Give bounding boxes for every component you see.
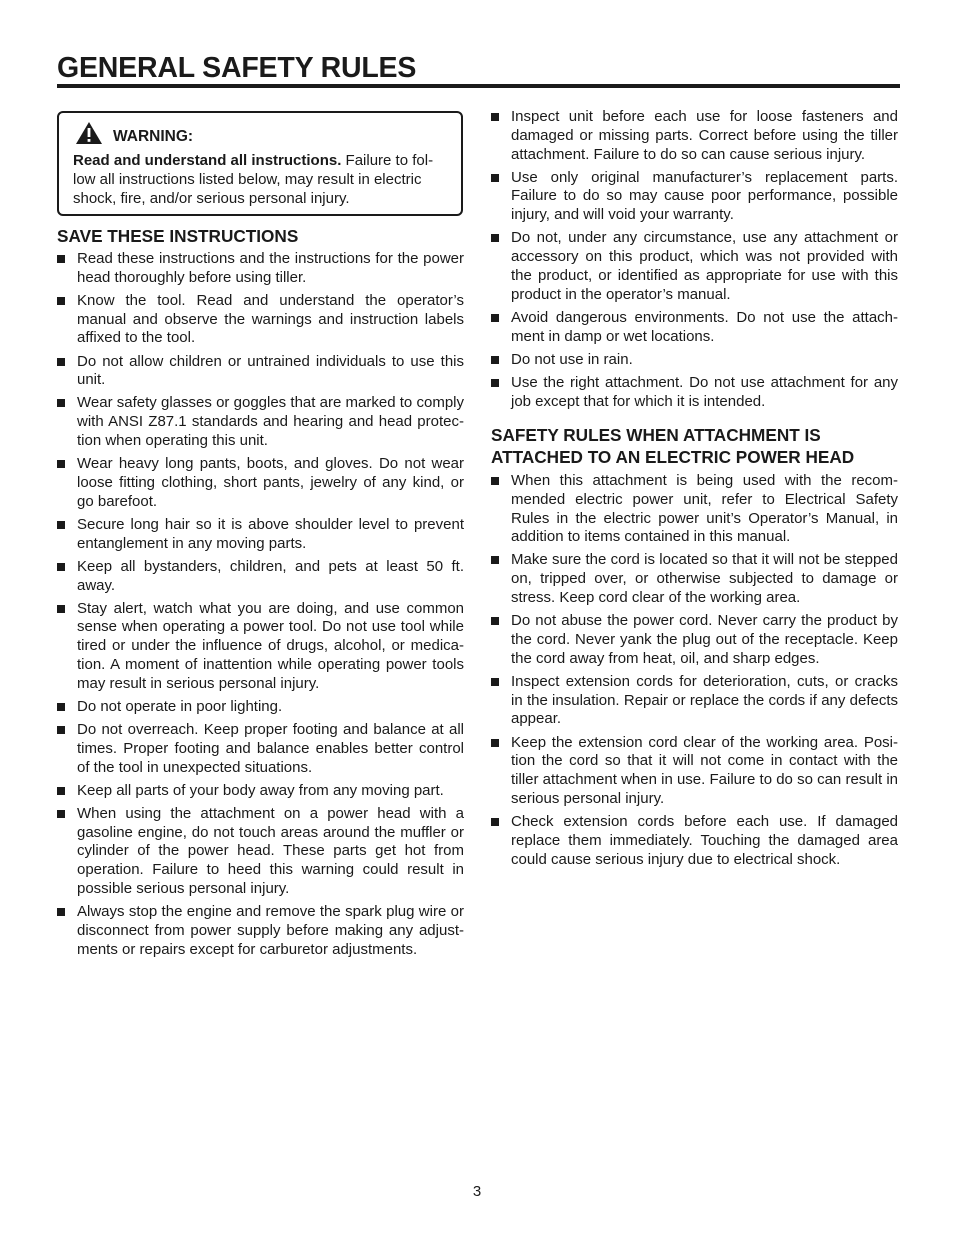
general-rules-list xyxy=(491,108,898,416)
list-item xyxy=(491,673,898,729)
list-item xyxy=(57,558,464,596)
list-item-text: Inspect unit before each use for loose fasteners and damaged or missing parts. Correct before using the tiller attachment. Failure to do so can cause serious injury. xyxy=(511,108,898,163)
list-item-text: Do not, under any circumstance, use any attachment or accessory on this product, which was not provided with the product, or identified as appropriate for use with this product in the operator’s manual. xyxy=(511,229,898,303)
square-bullet-icon xyxy=(57,810,65,818)
square-bullet-icon xyxy=(57,297,65,305)
list-item xyxy=(491,374,898,412)
square-bullet-icon xyxy=(57,399,65,407)
page-title: GENERAL SAFETY RULES xyxy=(57,52,417,84)
square-bullet-icon xyxy=(57,460,65,468)
list-item xyxy=(491,169,898,225)
list-item-text: When this attachment is being used with the recom- mended electric power unit, refer to Electrical Safety Rules in the electric power unit’s Operator’s Manual, in addition to items contained in this manual. xyxy=(511,472,898,546)
list-item-text: When using the attachment on a power head with a gasoline engine, do not touch areas around the muffler or cylinder of the power head. These parts get hot from operation. Failure to heed this warning could result in possible serious personal injury. xyxy=(77,804,464,897)
electric-rules-heading xyxy=(491,424,854,468)
list-item xyxy=(57,353,464,391)
list-item xyxy=(57,394,464,450)
square-bullet-icon xyxy=(57,703,65,711)
list-item xyxy=(491,309,898,347)
square-bullet-icon xyxy=(491,556,499,564)
list-item-text: Do not use in rain. xyxy=(511,350,633,368)
electric-rules-list xyxy=(491,472,898,874)
list-item-text: Use the right attachment. Do not use attachment for any job except that for which it is intended. xyxy=(511,373,898,410)
square-bullet-icon xyxy=(57,255,65,263)
list-item xyxy=(57,292,464,348)
warning-box xyxy=(57,111,463,216)
square-bullet-icon xyxy=(491,314,499,322)
list-item-text: Do not overreach. Keep proper footing and balance at all times. Proper footing and balance enables better control of the tool in unexpected situations. xyxy=(77,721,464,776)
list-item xyxy=(491,472,898,547)
list-item-text: Make sure the cord is located so that it will not be stepped on, tripped over, or otherwise subjected to damage or stress. Keep cord clear of the working area. xyxy=(511,551,898,607)
warning-text xyxy=(73,152,453,208)
warning-label: WARNING: xyxy=(113,128,194,145)
list-item-text: Check extension cords before each use. If damaged replace them immediately. Touching the damaged area could cause serious injury due to electrical shock. xyxy=(511,813,898,868)
list-item xyxy=(491,108,898,164)
list-item-text: Secure long hair so it is above shoulder level to prevent entanglement in any moving parts. xyxy=(77,515,464,552)
list-item xyxy=(491,813,898,869)
list-item-text: Use only original manufacturer’s replacement parts. Failure to do so may cause poor performance, possible injury, and will void your warranty. xyxy=(511,168,898,224)
list-item-text: Avoid dangerous environments. Do not use the attach- ment in damp or wet locations. xyxy=(511,308,898,345)
list-item-text: Keep all bystanders, children, and pets at least 50 ft. away. xyxy=(77,557,464,594)
page-number: 3 xyxy=(472,1183,482,1200)
list-item-text: Keep the extension cord clear of the working area. Posi- tion the cord so that it will not come in contact with the tiller attachment when in use. Failure to do so can result in serious personal injury. xyxy=(511,733,898,807)
square-bullet-icon xyxy=(491,678,499,686)
square-bullet-icon xyxy=(57,358,65,366)
list-item-text: Keep all parts of your body away from any moving part. xyxy=(77,781,444,799)
list-item xyxy=(57,600,464,694)
list-item-text: Inspect extension cords for deterioration, cuts, or cracks in the insulation. Repair or replace the cords if any defects appear. xyxy=(511,672,898,728)
list-item-text: Know the tool. Read and understand the operator’s manual and observe the warnings and instruction labels affixed to the tool. xyxy=(77,291,464,347)
list-item-text: Do not operate in poor lighting. xyxy=(77,697,283,715)
square-bullet-icon xyxy=(57,605,65,613)
electric-rules-heading-line1: SAFETY RULES WHEN ATTACHMENT IS xyxy=(491,425,821,445)
list-item-text: Always stop the engine and remove the spark plug wire or disconnect from power supply before making any adjust- ments or repairs except for carburetor adjustments. xyxy=(77,903,464,958)
square-bullet-icon xyxy=(57,726,65,734)
list-item xyxy=(491,551,898,607)
square-bullet-icon xyxy=(57,521,65,529)
list-item xyxy=(57,698,464,717)
list-item xyxy=(491,612,898,668)
list-item-text: Read these instructions and the instructions for the power head thoroughly before using tiller. xyxy=(77,250,464,286)
square-bullet-icon xyxy=(491,617,499,625)
save-instructions-heading: SAVE THESE INSTRUCTIONS xyxy=(57,226,299,246)
list-item xyxy=(57,250,464,288)
square-bullet-icon xyxy=(57,908,65,916)
square-bullet-icon xyxy=(491,818,499,826)
list-item xyxy=(491,734,898,809)
warning-body-text: Failure to fol- low all instructions listed below, may result in electric shock, fire, and/or serious personal injury. xyxy=(73,152,434,207)
warning-bold-text: Read and understand all instructions. xyxy=(73,152,342,169)
square-bullet-icon xyxy=(491,739,499,747)
list-item xyxy=(57,805,464,899)
list-item-text: Do not allow children or untrained individuals to use this unit. xyxy=(77,352,464,389)
square-bullet-icon xyxy=(491,356,499,364)
list-item-text: Do not abuse the power cord. Never carry the product by the cord. Never yank the plug out of the receptacle. Keep the cord away from heat, oil, and sharp edges. xyxy=(511,612,898,667)
list-item-text: Wear safety glasses or goggles that are marked to comply with ANSI Z87.1 standards and hearing and head protec- tion when operating this unit. xyxy=(77,394,464,450)
list-item-text: Wear heavy long pants, boots, and gloves. Do not wear loose fitting clothing, short pants, jewelry of any kind, or go barefoot. xyxy=(77,455,464,510)
square-bullet-icon xyxy=(491,234,499,242)
list-item-text: Stay alert, watch what you are doing, and use common sense when operating a power tool. Do not use tool while tired or under the influence of drugs, alcohol, or medica- tion. A moment of inattention while operating power tools may result in serious personal injury. xyxy=(77,599,464,692)
save-instructions-list xyxy=(57,250,464,964)
title-rule xyxy=(57,84,900,88)
square-bullet-icon xyxy=(57,787,65,795)
square-bullet-icon xyxy=(491,477,499,485)
list-item xyxy=(57,782,464,801)
warning-triangle-icon xyxy=(75,121,103,145)
list-item xyxy=(57,903,464,959)
list-item xyxy=(491,351,898,370)
square-bullet-icon xyxy=(491,174,499,182)
list-item xyxy=(491,229,898,304)
square-bullet-icon xyxy=(491,113,499,121)
list-item xyxy=(57,455,464,511)
electric-rules-heading-line2: ATTACHED TO AN ELECTRIC POWER HEAD xyxy=(491,447,855,467)
list-item xyxy=(57,516,464,554)
square-bullet-icon xyxy=(57,563,65,571)
list-item xyxy=(57,721,464,777)
square-bullet-icon xyxy=(491,379,499,387)
